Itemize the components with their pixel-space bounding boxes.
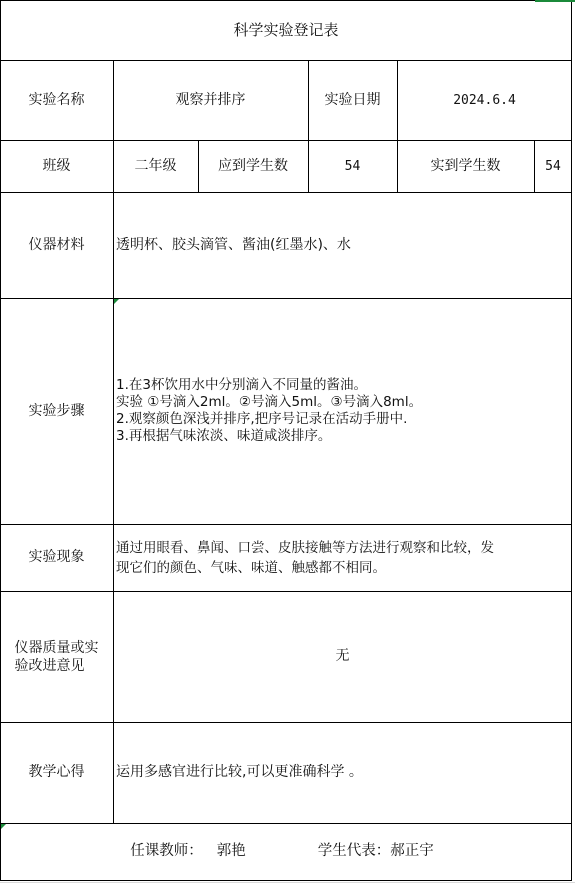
student-label: 学生代表： bbox=[317, 843, 391, 859]
step-line: 2.观察颜色深浅并排序,把序号记录在活动手册中. bbox=[116, 411, 408, 427]
cell-marker bbox=[1, 824, 6, 829]
form-title: 科学实验登记表 bbox=[233, 20, 339, 39]
border bbox=[571, 0, 572, 881]
phenomenon-line: 通过用眼看、鼻闻、口尝、皮肤接触等方法进行观察和比较，发 bbox=[116, 539, 494, 556]
border bbox=[0, 60, 572, 61]
border bbox=[0, 591, 572, 592]
value-reflection: 运用多感官进行比较,可以更准确科学 。 bbox=[116, 764, 363, 780]
value-expected-students: 54 bbox=[344, 158, 361, 174]
teacher-label: 任课教师： bbox=[130, 843, 203, 859]
label-phenomenon: 实验现象 bbox=[28, 549, 85, 565]
teacher-name: 郭艳 bbox=[216, 843, 246, 859]
value-steps bbox=[113, 298, 572, 524]
step-line: 实验 ①号滴入2ml。②号滴入5ml。③号滴入8ml。 bbox=[116, 394, 423, 410]
student-name: 郝正宇 bbox=[390, 843, 434, 859]
value-feedback: 无 bbox=[335, 648, 350, 664]
label-class: 班级 bbox=[42, 157, 71, 174]
value-materials: 透明杯、胶头滴管、酱油(红墨水)、水 bbox=[116, 236, 351, 253]
footer-signatures bbox=[0, 823, 572, 880]
label-feedback bbox=[0, 591, 113, 722]
border bbox=[0, 722, 572, 723]
value-actual-students: 54 bbox=[545, 158, 561, 174]
value-experiment-name: 观察并排序 bbox=[175, 91, 246, 108]
value-class: 二年级 bbox=[134, 157, 177, 174]
border bbox=[0, 140, 572, 141]
label-steps: 实验步骤 bbox=[28, 402, 85, 419]
cell-marker bbox=[114, 299, 119, 304]
sheet-gridline bbox=[0, 882, 575, 883]
border bbox=[0, 524, 572, 525]
step-line: 1.在3杯饮用水中分别滴入不同量的酱油。 bbox=[116, 377, 367, 393]
border bbox=[0, 880, 572, 881]
label-reflection: 教学心得 bbox=[28, 764, 85, 780]
phenomenon-line: 现它们的颜色、气味、味道、触感都不相同。 bbox=[116, 559, 386, 576]
label-expected-students: 应到学生数 bbox=[218, 157, 288, 174]
label-experiment-date: 实验日期 bbox=[324, 91, 381, 108]
cell-marker bbox=[535, 0, 575, 2]
step-line: 3.再根据气味浓淡、味道咸淡排序。 bbox=[116, 428, 332, 444]
label-feedback-line: 验改进意见 bbox=[14, 657, 85, 674]
border bbox=[0, 823, 572, 824]
border bbox=[198, 140, 199, 192]
border bbox=[534, 140, 535, 192]
value-experiment-date: 2024.6.4 bbox=[453, 92, 516, 108]
label-actual-students: 实到学生数 bbox=[430, 157, 501, 174]
label-experiment-name: 实验名称 bbox=[28, 91, 85, 108]
border bbox=[0, 0, 572, 1]
border bbox=[308, 60, 309, 192]
border bbox=[0, 298, 572, 299]
value-phenomenon bbox=[113, 524, 572, 591]
border bbox=[0, 0, 1, 881]
label-feedback-line: 仪器质量或实 bbox=[14, 639, 99, 656]
border bbox=[0, 192, 572, 193]
border bbox=[113, 60, 114, 823]
label-materials: 仪器材料 bbox=[28, 236, 85, 253]
border bbox=[397, 60, 398, 192]
